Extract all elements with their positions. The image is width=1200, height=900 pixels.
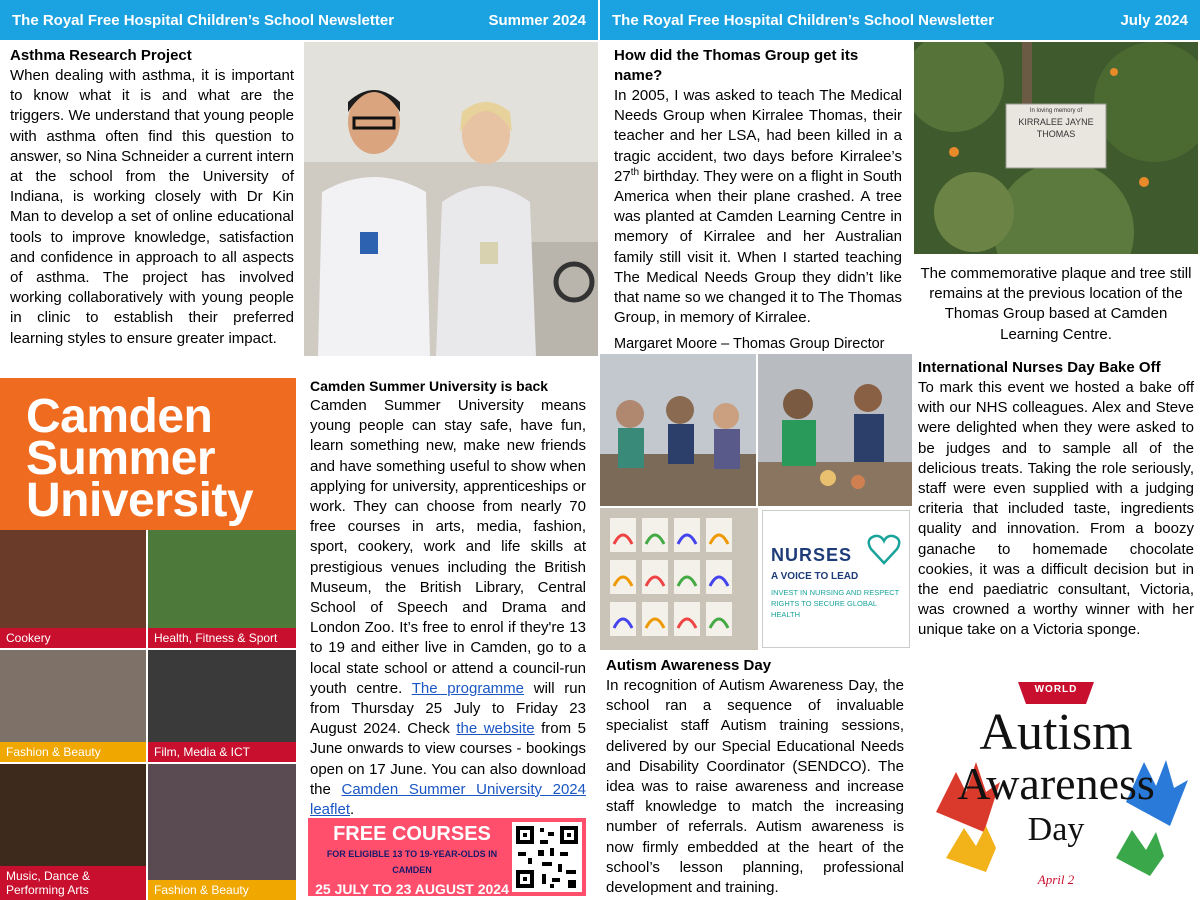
- thomas-group-article: [614, 46, 902, 355]
- tile-cookery: [0, 530, 146, 648]
- tile-music: [0, 764, 146, 900]
- autism-graphic-awareness: Awareness: [957, 758, 1155, 809]
- asthma-title: Asthma Research Project: [10, 47, 192, 64]
- camden-poster-line1: Camden: [26, 390, 213, 443]
- tile-label-music: Music, Dance & Performing Arts: [0, 866, 146, 900]
- asthma-body: When dealing with asthma, it is important to know what it is and what are the triggers. We understand that young people with asthma often find this question to answer, so Nina Schneider a current intern at the school from the University of Indiana, is working closely with Dr Kin Man to develop a set of online educational tools to improve knowledge, satisfaction and confidence in approach to all aspects of asthma. The project has involved working collaboratively with young people in clinic to establish their preferred learning styles to ensure greater impact.: [10, 67, 294, 347]
- rainbow-drawings-photo: [600, 508, 758, 650]
- nurses-voice-to-lead-logo: [762, 510, 910, 648]
- thomas-body-a: In 2005, I was asked to teach The Medical Needs Group when Kirralee Thomas, their teacher and her LSA, had been killed in a tragic accident, two days before Kirralee’s 27: [614, 87, 902, 185]
- camden-poster-line2: Summer: [26, 432, 216, 485]
- camden-body-mid2: from 5 June onwards to view courses - bookings open on 17 June. You can also download the: [310, 720, 586, 798]
- nurses-day-article: [918, 358, 1194, 641]
- autism-graphic-date: April 2: [1037, 872, 1075, 887]
- autism-title: Autism Awareness Day: [606, 657, 772, 674]
- nurses-logo-title: NURSES: [771, 545, 853, 565]
- autism-body: In recognition of Autism Awareness Day, the school ran a sequence of invaluable specialist staff Autism training sessions, delivered by our Special Educational Needs and Disability Coordinator (SENDCO). The idea was to raise awareness and increase staff knowledge to match the increasing number of referrals. Autism awareness is now firmly embedded at the heart of the school’s lesson planning, professional development and training.: [606, 677, 904, 897]
- tile-label-cookery: Cookery: [0, 628, 146, 648]
- thomas-body-b: birthday. They were on a flight in South America when their plane crashed. A tree was planted at Camden Learning Centre in memory of Kirralee and her Australian family still visit it. When I started teaching The Medical Needs Group they didn’t like that name so we changed it to The Thomas Group, in memory of Kirralee.: [614, 167, 902, 327]
- newsletter-header-left: [0, 0, 598, 40]
- free-banner-line2: FOR ELIGIBLE 13 TO 19-YEAR-OLDS IN CAMDEN: [326, 849, 498, 875]
- tile-health: [148, 530, 296, 648]
- plaque-caption-text: The commemorative plaque and tree still remains at the previous location of the Thomas Group based at Camden Learning Centre.: [920, 265, 1192, 343]
- bake-off-photo-1: [600, 354, 756, 506]
- tile-label-film: Film, Media & ICT: [148, 742, 296, 762]
- leaflet-link[interactable]: Camden Summer University 2024 leaflet: [310, 780, 586, 819]
- tile-fashion-1: [0, 650, 146, 762]
- thomas-body: [614, 86, 902, 328]
- programme-link[interactable]: The programme: [411, 679, 525, 697]
- free-banner-line3: 25 JULY TO 23 AUGUST 2024: [315, 881, 509, 897]
- bake-off-photo-2: [758, 354, 912, 506]
- camden-body-start: Camden Summer University means young people can stay safe, have fun, learn something new, make new friends and have something useful to show when applying for university, apprenticeships or work. They can choose from nearly 70 free courses in arts, media, fashion, sport, cookery, work and life skills at prestigious venues including the British Museum, the British Library, Central School of Speech and Drama and London Zoo. It’s free to enrol if they're 13 to 19 and either live in Camden, go to a local state school or attend a council-run youth centre.: [310, 397, 586, 697]
- camden-body-end: .: [350, 801, 355, 819]
- free-courses-banner: [308, 818, 586, 896]
- camden-poster-banner: [0, 378, 296, 530]
- thomas-body-sup: th: [630, 166, 640, 178]
- header-date-right: July 2024: [1120, 11, 1188, 29]
- world-autism-awareness-day-graphic: [916, 662, 1196, 898]
- asthma-article: [10, 46, 294, 349]
- asthma-team-photo: [304, 42, 598, 356]
- autism-article: [606, 656, 904, 898]
- camden-article-body: [310, 396, 586, 820]
- nurses-logo-tagline: A VOICE TO LEAD: [771, 571, 859, 582]
- autism-graphic-day: Day: [1027, 811, 1085, 848]
- header-title-right: The Royal Free Hospital Children’s School Newsletter: [612, 11, 995, 29]
- nurses-day-title: International Nurses Day Bake Off: [918, 359, 1161, 376]
- nurses-logo-sub: INVEST IN NURSING AND RESPECT RIGHTS TO SECURE GLOBAL HEALTH: [771, 588, 900, 619]
- autism-graphic-world: WORLD: [1034, 684, 1078, 695]
- tile-film: [148, 650, 296, 762]
- camden-poster-line3: University: [26, 474, 254, 527]
- heart-pulse-icon: [867, 533, 901, 567]
- free-banner-line1: FREE COURSES: [333, 823, 491, 845]
- plaque-line3: THOMAS: [1036, 129, 1076, 139]
- tile-label-fashion-2: Fashion & Beauty: [148, 880, 296, 900]
- tile-label-health: Health, Fitness & Sport: [148, 628, 296, 648]
- thomas-title: How did the Thomas Group get its name?: [614, 47, 859, 84]
- plaque-caption: [918, 264, 1194, 345]
- newsletter-header-right: [600, 0, 1200, 40]
- thomas-signature: Margaret Moore – Thomas Group Director: [614, 336, 885, 353]
- camden-summer-university-poster: [0, 378, 296, 900]
- tile-label-fashion-1: Fashion & Beauty: [0, 742, 146, 762]
- camden-article-title: Camden Summer University is back: [310, 378, 549, 394]
- autism-graphic-autism: Autism: [979, 704, 1133, 761]
- qr-code-icon[interactable]: [512, 822, 582, 892]
- plaque-tree-photo: [914, 42, 1198, 254]
- header-title-left: The Royal Free Hospital Children’s School Newsletter: [12, 11, 395, 29]
- nurses-day-body: To mark this event we hosted a bake off with our NHS colleagues. Alex and Steve were delighted when they were asked to be judges and to sample all of the delicious treats. Taking the role seriously, staff were even supplied with a judging criteria that included taste, ingredients quality and innovation. From a boozy ganache to homemade chocolate cookies, it was a difficult decision but in the end paediatric consultant, Victoria, was crowned a worthy winner with her unique take on a Victoria sponge.: [918, 379, 1194, 639]
- camden-body-mid1: will run from Thursday 25 July to Friday 23 August 2024. Check: [310, 679, 586, 738]
- plaque-line2: KIRRALEE JAYNE: [1018, 117, 1094, 127]
- tile-fashion-2: [148, 764, 296, 900]
- header-date-left: Summer 2024: [488, 11, 586, 29]
- plaque-line1: In loving memory of: [1029, 108, 1083, 114]
- website-link[interactable]: the website: [456, 720, 535, 738]
- camden-article: [310, 376, 586, 820]
